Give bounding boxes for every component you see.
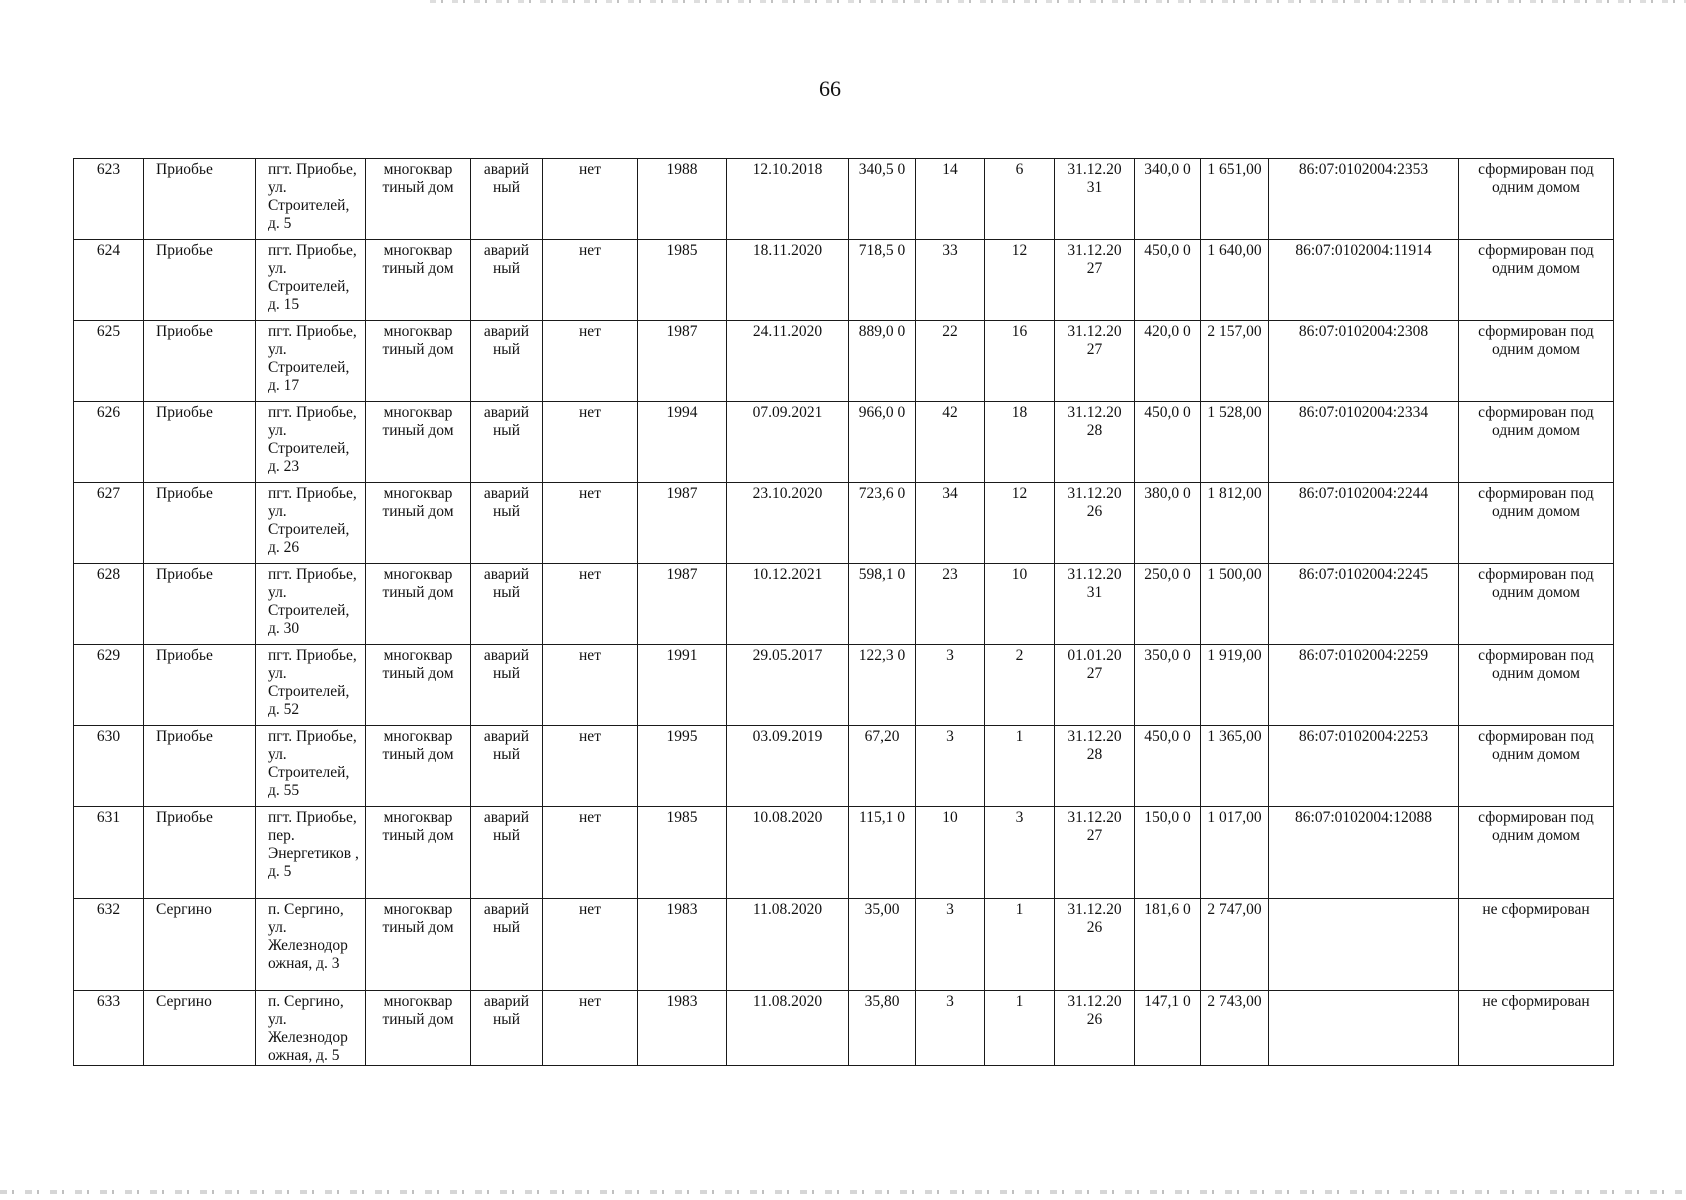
cell-build-year: 1983 (638, 899, 727, 991)
cell-land-plot-status: сформирован под одним домом (1459, 321, 1614, 402)
cell-row-number: 633 (74, 991, 144, 1066)
cell-residents-count: 14 (916, 159, 985, 240)
cell-build-year: 1987 (638, 564, 727, 645)
cell-condition-status: аварий ный (471, 899, 543, 991)
cell-residents-count: 34 (916, 483, 985, 564)
cell-condition-status: аварий ный (471, 321, 543, 402)
cell-recognition-date: 24.11.2020 (727, 321, 849, 402)
cell-build-year: 1991 (638, 645, 727, 726)
cell-land-area: 450,0 0 (1135, 726, 1201, 807)
cell-resettlement-deadline: 31.12.20 27 (1055, 807, 1135, 899)
table-row (74, 321, 1614, 402)
cell-cost: 1 365,00 (1201, 726, 1269, 807)
cell-cost: 1 528,00 (1201, 402, 1269, 483)
cell-land-plot-status: сформирован под одним домом (1459, 564, 1614, 645)
cell-resettlement-deadline: 31.12.20 28 (1055, 402, 1135, 483)
cell-land-plot-status: сформирован под одним домом (1459, 645, 1614, 726)
cell-build-year: 1985 (638, 807, 727, 899)
cell-row-number: 632 (74, 899, 144, 991)
cell-cadastral-number: 86:07:0102004:2245 (1269, 564, 1459, 645)
table-row (74, 402, 1614, 483)
cell-land-area: 380,0 0 (1135, 483, 1201, 564)
cell-total-area: 35,80 (849, 991, 916, 1066)
cell-recognition-date: 10.12.2021 (727, 564, 849, 645)
cell-address: пгт. Приобье, ул. Строителей, д. 17 (256, 321, 366, 402)
cell-land-plot-status: сформирован под одним домом (1459, 483, 1614, 564)
cell-condition-status: аварий ный (471, 645, 543, 726)
housing-registry-table (73, 158, 1614, 1066)
cell-cadastral-number: 86:07:0102004:2244 (1269, 483, 1459, 564)
cell-residents-count: 10 (916, 807, 985, 899)
cell-address: пгт. Приобье, ул. Строителей, д. 15 (256, 240, 366, 321)
scan-edge-top (430, 0, 1686, 3)
cell-condition-status: аварий ный (471, 483, 543, 564)
cell-residents-count: 42 (916, 402, 985, 483)
cell-flag: нет (543, 321, 638, 402)
cell-recognition-date: 11.08.2020 (727, 991, 849, 1066)
cell-cost: 1 500,00 (1201, 564, 1269, 645)
cell-object-type: многоквар тиный дом (366, 807, 471, 899)
cell-locality: Приобье (144, 807, 256, 899)
cell-flag: нет (543, 726, 638, 807)
cell-address: пгт. Приобье, ул. Строителей, д. 52 (256, 645, 366, 726)
cell-condition-status: аварий ный (471, 991, 543, 1066)
registry-body (74, 159, 1614, 1066)
cell-total-area: 889,0 0 (849, 321, 916, 402)
cell-land-plot-status: сформирован под одним домом (1459, 240, 1614, 321)
cell-locality: Приобье (144, 321, 256, 402)
cell-cost: 2 743,00 (1201, 991, 1269, 1066)
cell-resettlement-deadline: 31.12.20 28 (1055, 726, 1135, 807)
cell-apartments-count: 2 (985, 645, 1055, 726)
cell-cost: 1 640,00 (1201, 240, 1269, 321)
cell-condition-status: аварий ный (471, 240, 543, 321)
cell-apartments-count: 12 (985, 483, 1055, 564)
cell-object-type: многоквар тиный дом (366, 483, 471, 564)
cell-flag: нет (543, 645, 638, 726)
table-row (74, 483, 1614, 564)
cell-flag: нет (543, 402, 638, 483)
cell-resettlement-deadline: 31.12.20 26 (1055, 483, 1135, 564)
cell-land-plot-status: сформирован под одним домом (1459, 726, 1614, 807)
cell-locality: Приобье (144, 402, 256, 483)
cell-condition-status: аварий ный (471, 807, 543, 899)
cell-cost: 1 812,00 (1201, 483, 1269, 564)
cell-object-type: многоквар тиный дом (366, 564, 471, 645)
cell-flag: нет (543, 483, 638, 564)
cell-total-area: 35,00 (849, 899, 916, 991)
cell-condition-status: аварий ный (471, 402, 543, 483)
cell-object-type: многоквар тиный дом (366, 240, 471, 321)
scan-edge-bottom (0, 1190, 1686, 1194)
cell-build-year: 1994 (638, 402, 727, 483)
cell-residents-count: 22 (916, 321, 985, 402)
table-row (74, 159, 1614, 240)
cell-recognition-date: 03.09.2019 (727, 726, 849, 807)
cell-land-plot-status: сформирован под одним домом (1459, 159, 1614, 240)
cell-resettlement-deadline: 31.12.20 27 (1055, 240, 1135, 321)
cell-locality: Приобье (144, 483, 256, 564)
table-row (74, 726, 1614, 807)
cell-locality: Сергино (144, 899, 256, 991)
cell-resettlement-deadline: 31.12.20 26 (1055, 991, 1135, 1066)
cell-residents-count: 3 (916, 645, 985, 726)
cell-recognition-date: 11.08.2020 (727, 899, 849, 991)
cell-condition-status: аварий ный (471, 564, 543, 645)
cell-flag: нет (543, 899, 638, 991)
cell-address: п. Сергино, ул. Железнодор ожная, д. 5 (256, 991, 366, 1066)
cell-locality: Приобье (144, 726, 256, 807)
table-row (74, 899, 1614, 991)
cell-total-area: 67,20 (849, 726, 916, 807)
cell-cadastral-number: 86:07:0102004:2253 (1269, 726, 1459, 807)
cell-locality: Приобье (144, 645, 256, 726)
cell-land-area: 450,0 0 (1135, 402, 1201, 483)
cell-address: пгт. Приобье, ул. Строителей, д. 5 (256, 159, 366, 240)
cell-row-number: 631 (74, 807, 144, 899)
cell-resettlement-deadline: 31.12.20 31 (1055, 564, 1135, 645)
cell-row-number: 630 (74, 726, 144, 807)
cell-apartments-count: 1 (985, 991, 1055, 1066)
cell-flag: нет (543, 159, 638, 240)
cell-build-year: 1987 (638, 321, 727, 402)
cell-flag: нет (543, 807, 638, 899)
cell-resettlement-deadline: 31.12.20 27 (1055, 321, 1135, 402)
cell-cost: 1 017,00 (1201, 807, 1269, 899)
cell-object-type: многоквар тиный дом (366, 899, 471, 991)
cell-apartments-count: 12 (985, 240, 1055, 321)
cell-apartments-count: 1 (985, 899, 1055, 991)
cell-row-number: 628 (74, 564, 144, 645)
cell-resettlement-deadline: 31.12.20 26 (1055, 899, 1135, 991)
cell-total-area: 340,5 0 (849, 159, 916, 240)
cell-row-number: 627 (74, 483, 144, 564)
table-row (74, 240, 1614, 321)
cell-flag: нет (543, 240, 638, 321)
cell-build-year: 1985 (638, 240, 727, 321)
cell-recognition-date: 18.11.2020 (727, 240, 849, 321)
cell-total-area: 122,3 0 (849, 645, 916, 726)
table-row (74, 645, 1614, 726)
cell-cadastral-number: 86:07:0102004:2334 (1269, 402, 1459, 483)
cell-row-number: 626 (74, 402, 144, 483)
table-row (74, 807, 1614, 899)
cell-object-type: многоквар тиный дом (366, 645, 471, 726)
cell-resettlement-deadline: 01.01.20 27 (1055, 645, 1135, 726)
cell-address: пгт. Приобье, ул. Строителей, д. 23 (256, 402, 366, 483)
cell-cadastral-number: 86:07:0102004:11914 (1269, 240, 1459, 321)
cell-address: пгт. Приобье, ул. Строителей, д. 55 (256, 726, 366, 807)
cell-flag: нет (543, 991, 638, 1066)
cell-apartments-count: 18 (985, 402, 1055, 483)
cell-cost: 1 651,00 (1201, 159, 1269, 240)
cell-recognition-date: 23.10.2020 (727, 483, 849, 564)
cell-apartments-count: 3 (985, 807, 1055, 899)
cell-cost: 2 747,00 (1201, 899, 1269, 991)
cell-land-area: 420,0 0 (1135, 321, 1201, 402)
cell-object-type: многоквар тиный дом (366, 726, 471, 807)
cell-land-area: 350,0 0 (1135, 645, 1201, 726)
cell-residents-count: 3 (916, 899, 985, 991)
cell-build-year: 1983 (638, 991, 727, 1066)
cell-build-year: 1995 (638, 726, 727, 807)
cell-total-area: 115,1 0 (849, 807, 916, 899)
cell-cost: 2 157,00 (1201, 321, 1269, 402)
cell-total-area: 723,6 0 (849, 483, 916, 564)
cell-recognition-date: 07.09.2021 (727, 402, 849, 483)
cell-row-number: 624 (74, 240, 144, 321)
cell-land-area: 181,6 0 (1135, 899, 1201, 991)
cell-row-number: 629 (74, 645, 144, 726)
cell-apartments-count: 6 (985, 159, 1055, 240)
cell-object-type: многоквар тиный дом (366, 159, 471, 240)
cell-resettlement-deadline: 31.12.20 31 (1055, 159, 1135, 240)
cell-residents-count: 3 (916, 991, 985, 1066)
cell-build-year: 1988 (638, 159, 727, 240)
cell-land-plot-status: не сформирован (1459, 991, 1614, 1066)
cell-apartments-count: 10 (985, 564, 1055, 645)
cell-residents-count: 33 (916, 240, 985, 321)
cell-apartments-count: 1 (985, 726, 1055, 807)
cell-land-plot-status: не сформирован (1459, 899, 1614, 991)
cell-locality: Приобье (144, 240, 256, 321)
page-number: 66 (819, 76, 841, 101)
cell-object-type: многоквар тиный дом (366, 321, 471, 402)
cell-condition-status: аварий ный (471, 159, 543, 240)
cell-cadastral-number: 86:07:0102004:12088 (1269, 807, 1459, 899)
cell-land-area: 147,1 0 (1135, 991, 1201, 1066)
cell-land-area: 250,0 0 (1135, 564, 1201, 645)
cell-build-year: 1987 (638, 483, 727, 564)
cell-apartments-count: 16 (985, 321, 1055, 402)
cell-object-type: многоквар тиный дом (366, 991, 471, 1066)
cell-condition-status: аварий ный (471, 726, 543, 807)
table-row (74, 991, 1614, 1066)
cell-total-area: 598,1 0 (849, 564, 916, 645)
cell-row-number: 625 (74, 321, 144, 402)
cell-address: пгт. Приобье, ул. Строителей, д. 30 (256, 564, 366, 645)
cell-land-plot-status: сформирован под одним домом (1459, 402, 1614, 483)
cell-recognition-date: 29.05.2017 (727, 645, 849, 726)
cell-object-type: многоквар тиный дом (366, 402, 471, 483)
cell-total-area: 966,0 0 (849, 402, 916, 483)
cell-locality: Сергино (144, 991, 256, 1066)
table-row (74, 564, 1614, 645)
cell-cost: 1 919,00 (1201, 645, 1269, 726)
cell-land-plot-status: сформирован под одним домом (1459, 807, 1614, 899)
cell-land-area: 340,0 0 (1135, 159, 1201, 240)
cell-address: п. Сергино, ул. Железнодор ожная, д. 3 (256, 899, 366, 991)
cell-recognition-date: 10.08.2020 (727, 807, 849, 899)
cell-address: пгт. Приобье, ул. Строителей, д. 26 (256, 483, 366, 564)
cell-residents-count: 3 (916, 726, 985, 807)
cell-cadastral-number: 86:07:0102004:2259 (1269, 645, 1459, 726)
cell-flag: нет (543, 564, 638, 645)
cell-cadastral-number (1269, 991, 1459, 1066)
cell-locality: Приобье (144, 159, 256, 240)
cell-residents-count: 23 (916, 564, 985, 645)
cell-locality: Приобье (144, 564, 256, 645)
cell-total-area: 718,5 0 (849, 240, 916, 321)
cell-land-area: 150,0 0 (1135, 807, 1201, 899)
cell-cadastral-number: 86:07:0102004:2308 (1269, 321, 1459, 402)
cell-row-number: 623 (74, 159, 144, 240)
cell-address: пгт. Приобье, пер. Энергетиков , д. 5 (256, 807, 366, 899)
cell-cadastral-number: 86:07:0102004:2353 (1269, 159, 1459, 240)
cell-land-area: 450,0 0 (1135, 240, 1201, 321)
cell-cadastral-number (1269, 899, 1459, 991)
cell-recognition-date: 12.10.2018 (727, 159, 849, 240)
